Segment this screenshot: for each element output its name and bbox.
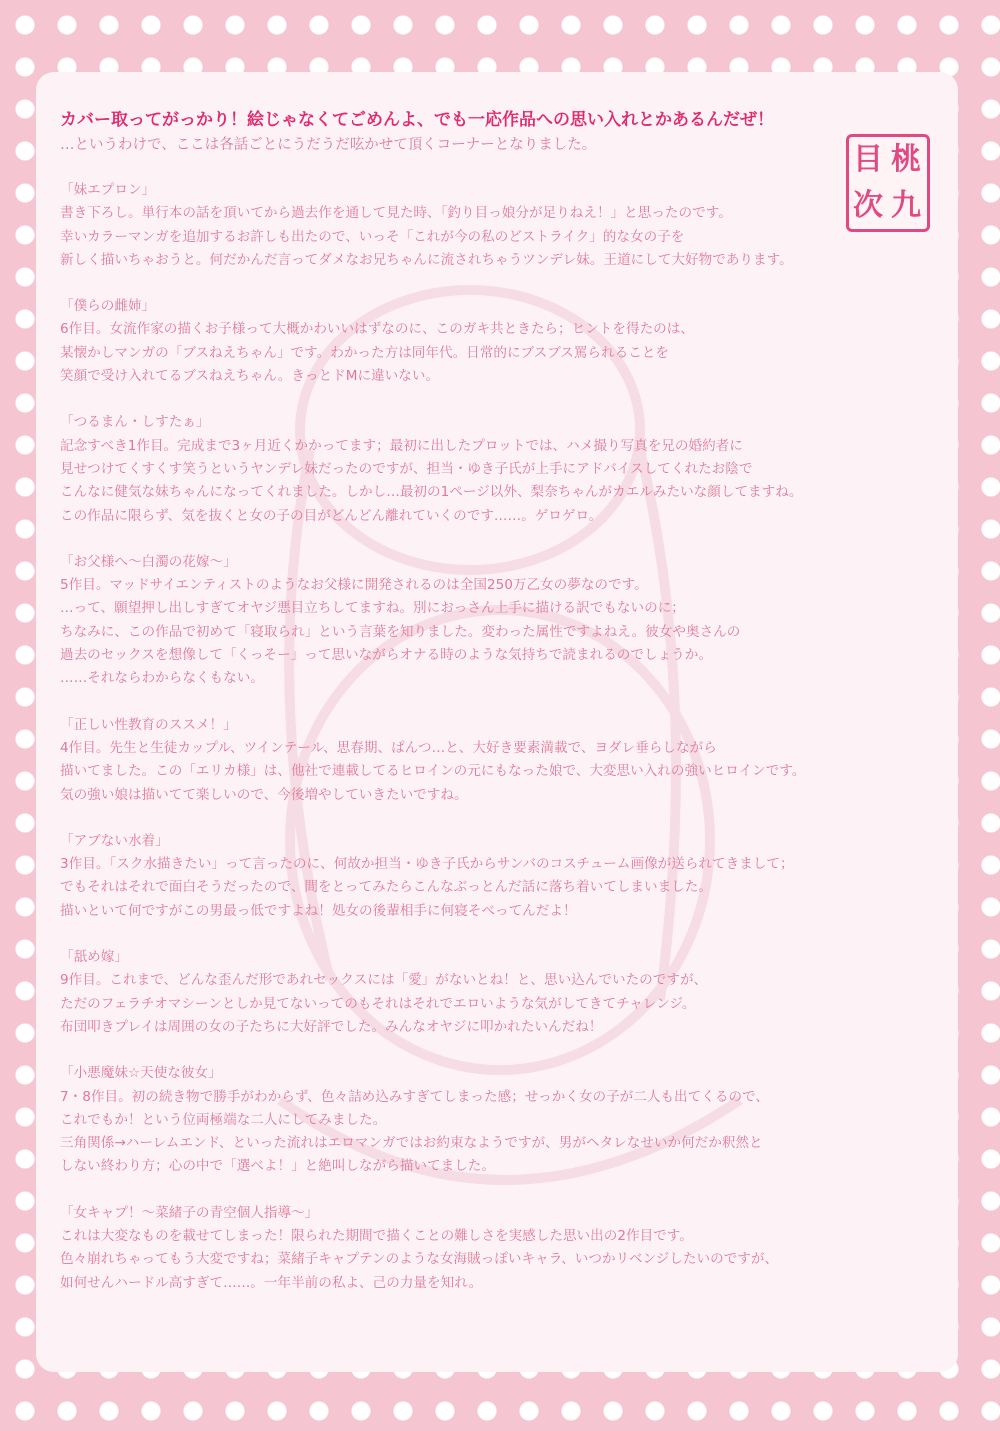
comment-line: 布団叩きプレイは周囲の女の子たちに大好評でした。みんなオヤジに叩かれたいんだね！ <box>60 1018 603 1035</box>
comment-line: 4作目。先生と生徒カップル、ツインテール、思春期、ぱんつ…と、大好き要素満載で、ヨダレ垂らしながら <box>60 739 717 756</box>
comment-line: 見せつけてくすくす笑うというヤンデレ妹だったのですが、担当・ゆき子氏が上手にアドバイスしてくれたお陰で <box>60 460 753 477</box>
story-title: 「お父様へ～白濁の花嫁～」 <box>60 553 237 570</box>
story-section <box>60 179 940 272</box>
story-section <box>60 714 940 807</box>
comment-line: 幸いカラーマンガを追加するお許しも出たので、いっそ「これが今の私のどストライク」的な女の子を <box>60 228 685 245</box>
comment-line: ちなみに、この作品で初めて「寝取られ」という言葉を知りました。変わった属性ですよねえ。彼女や奥さんの <box>60 623 741 640</box>
comment-line: 6作目。女流作家の描くお子様って大概かわいいはずなのに、このガキ共ときたら；ヒントを得たのは、 <box>60 321 694 338</box>
comment-line: 7・8作目。初の続き物で勝手がわからず、色々詰め込みすぎてしまった感；せっかく女の子が二人も出てくるので、 <box>60 1088 769 1105</box>
comment-line: でもそれはそれで面白そうだったので、間をとってみたらこんなぶっとんだ話に落ち着いてしまいました。 <box>60 879 712 896</box>
story-title: 「正しい性教育のススメ！」 <box>60 716 237 733</box>
comment-line: 5作目。マッドサイエンティストのようなお父様に開発されるのは全国250万乙女の夢なのです。 <box>60 577 648 594</box>
comment-line: 記念すべき1作目。完成まで3ヶ月近くかかってます；最初に出したプロットでは、ハメ撮り写真を兄の婚約者に <box>60 437 743 454</box>
comment-line: 過去のセックスを想像して「くっそー」って思いながらオナる時のような気持ちで読まれるのでしょうか。 <box>60 647 712 664</box>
comment-line: 色々崩れちゃってもう大変ですね；菜緒子キャプテンのような女海賊っぽいキャラ、いつかリベンジしたいのですが、 <box>60 1251 779 1268</box>
story-section <box>60 1062 940 1178</box>
comment-line: 描いてました。この「エリカ様」は、他社で連載してるヒロインの元にもなった娘で、大変思い入れの強いヒロインです。 <box>60 763 806 780</box>
comment-line: ……それならわからなくもない。 <box>60 670 264 687</box>
stamp-char: 次 <box>853 188 883 223</box>
story-title: 「舐め嫁」 <box>60 949 128 966</box>
comment-line: 3作目。「スク水描きたい」って言ったのに、何故か担当・ゆき子氏からサンバのコスチューム画像が送られてきまして； <box>60 856 794 873</box>
story-title: 「僕らの雌姉」 <box>60 298 156 315</box>
story-section <box>60 411 940 527</box>
intro-text: …というわけで、ここは各話ごとにうだうだ呟かせて頂くコーナーとなりました。 <box>60 137 597 153</box>
comment-line: こんなに健気な妹ちゃんになってくれました。しかし…最初の1ページ以外、梨奈ちゃんがカエルみたいな顔してますね。 <box>60 484 803 501</box>
comment-line: この作品に限らず、気を抜くと女の子の目がどんどん離れていくのです……。ゲロゲロ。 <box>60 507 603 524</box>
comment-line: 描いといて何ですがこの男最っ低ですよね！処女の後輩相手に何寝そべってんだよ！ <box>60 902 577 919</box>
story-section <box>60 551 940 691</box>
stamp-char: 九 <box>891 188 921 223</box>
story-title: 「つるまん・しすたぁ」 <box>60 414 210 431</box>
comment-line: しない終わり方；心の中で「選べよ！」と絶叫しながら描いてました。 <box>60 1158 495 1175</box>
afterword-content <box>60 108 940 1295</box>
headline: カバー取ってがっかり！絵じゃなくてごめんよ、でも一応作品への思い入れとかあるんだぜ！ <box>60 110 774 130</box>
comment-line: …って、願望押し出しすぎてオヤジ悪目立ちしてますね。別におっさん上手に描ける訳でもないのに； <box>60 600 685 617</box>
comment-line: 笑顔で受け入れてるブスねえちゃん。きっとドMに違いない。 <box>60 368 440 385</box>
story-section <box>60 295 940 388</box>
story-section <box>60 946 940 1039</box>
comment-line: これは大変なものを載せてしまった！限られた期間で描くことの難しさを実感した思い出の2作目です。 <box>60 1227 693 1244</box>
comment-line: 如何せんハードル高すぎて……。一年半前の私よ、己の力量を知れ。 <box>60 1274 483 1291</box>
comment-line: 気の強い娘は描いてて楽しいので、今後増やしていきたいですね。 <box>60 786 468 803</box>
stamp-char: 桃 <box>891 142 921 177</box>
story-section <box>60 1202 940 1295</box>
story-title: 「小悪魔妹☆天使な彼女」 <box>60 1065 222 1082</box>
comment-line: これでもか！という位両極端な二人にしてみました。 <box>60 1111 387 1128</box>
story-title: 「女キャプ！～菜緒子の青空個人指導～」 <box>60 1204 319 1221</box>
story-title: 「アブない水着」 <box>60 832 169 849</box>
comment-line: 某懐かしマンガの「ブスねえちゃん」です。わかった方は同年代。日常的にブスブス罵られることを <box>60 344 669 361</box>
comment-line: 9作目。これまで、どんな歪んだ形であれセックスには「愛」がないとね！と、思い込んでいたのですが、 <box>60 972 708 989</box>
stamp-char: 目 <box>853 142 883 177</box>
comment-line: 三角関係→ハーレムエンド、といった流れはエロマンガではお約束なようですが、男がヘタレなせいか何だか釈然と <box>60 1135 763 1152</box>
comment-line: ただのフェラチオマシーンとしか見てないってのもそれはそれでエロいような気がしてきてチャレンジ。 <box>60 995 696 1012</box>
comment-line: 新しく描いちゃおうと。何だかんだ言ってダメなお兄ちゃんに流されちゃうツンデレ妹。王道にして大好物であります。 <box>60 251 793 268</box>
comment-line: 書き下ろし。単行本の話を頂いてから過去作を通して見た時、「釣り目っ娘分が足りねえ！」と思ったのです。 <box>60 205 732 222</box>
story-title: 「妹エプロン」 <box>60 182 156 198</box>
story-section <box>60 830 940 923</box>
